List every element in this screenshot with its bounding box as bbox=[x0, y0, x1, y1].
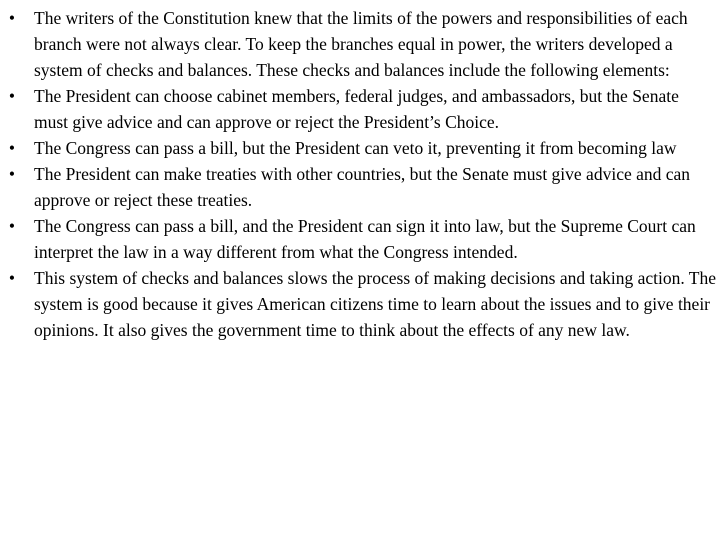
bullet-icon: • bbox=[8, 8, 16, 28]
list-item bbox=[0, 83, 716, 135]
checks-and-balances-list bbox=[0, 5, 716, 343]
list-item bbox=[0, 265, 716, 343]
list-item bbox=[0, 135, 716, 161]
list-item-text: The writers of the Constitution knew that the limits of the powers and responsibilities of each branch were not always clear. To keep the branches equal in power, the writers developed a system of checks and balances. These checks and balances include the following elements: bbox=[34, 8, 688, 80]
list-item bbox=[0, 213, 716, 265]
bullet-icon: • bbox=[8, 216, 16, 236]
bullet-icon: • bbox=[8, 86, 16, 106]
bullet-icon: • bbox=[8, 164, 16, 184]
list-item-text: The President can make treaties with other countries, but the Senate must give advice and can approve or reject these treaties. bbox=[34, 164, 691, 210]
bullet-icon: • bbox=[8, 138, 16, 158]
list-item-text: The Congress can pass a bill, and the President can sign it into law, but the Supreme Court can interpret the law in a way different from what the Congress intended. bbox=[34, 216, 696, 262]
list-item-text: The President can choose cabinet members, federal judges, and ambassadors, but the Senate must give advice and can approve or reject the President’s Choice. bbox=[34, 86, 679, 132]
list-item-text: This system of checks and balances slows the process of making decisions and taking action. The system is good because it gives American citizens time to learn about the issues and to give their opinions. It also gives the government time to think about the effects of any new law. bbox=[34, 268, 717, 340]
bullet-icon: • bbox=[8, 268, 16, 288]
list-item bbox=[0, 161, 716, 213]
list-item bbox=[0, 5, 716, 83]
list-item-text: The Congress can pass a bill, but the President can veto it, preventing it from becoming law bbox=[34, 138, 677, 158]
